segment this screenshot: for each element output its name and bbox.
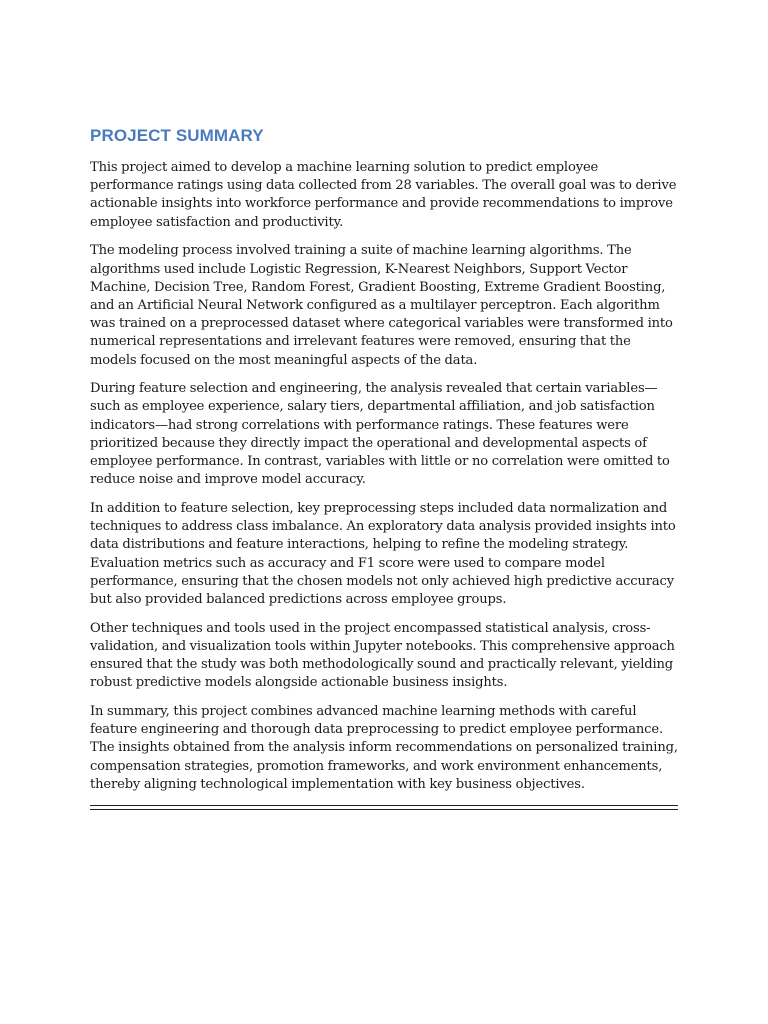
paragraph-summary: In summary, this project combines advanced machine learning methods with careful feature engineering and thorough data preprocessing to predict employee performance. The insights obtained from the analysis inform recommendations on personalized training, compensation strategies, promotion frameworks, and work environment enhancements, thereby aligning technological implementation with key business objectives. [90,703,678,792]
paragraph-modeling: The modeling process involved training a suite of machine learning algorithms. The algorithms used include Logistic Regression, K-Nearest Neighbors, Support Vector Machine, Decision Tree, Random Forest, Gradient Boosting, Extreme Gradient Boosting, and an Artificial Neural Network configured as a multilayer perceptron. Each algorithm was trained on a preprocessed dataset where categorical variables were transformed into numerical representations and irrelevant features were removed, ensuring that the models focused on the most meaningful aspects of the data. [90,243,673,368]
paragraph-feature-selection: During feature selection and engineering, the analysis revealed that certain variables—such as employee experience, salary tiers, departmental affiliation, and job satisfaction indicators—had strong correlations with performance ratings. These features were prioritized because they directly impact the operational and developmental aspects of employee performance. In contrast, variables with little or no correlation were omitted to reduce noise and improve model accuracy. [90,381,670,488]
document-page [90,124,678,810]
paragraph-tools: Other techniques and tools used in the project encompassed statistical analysis, cross-validation, and visualization tools within Jupyter notebooks. This comprehensive approach ensured that the study was both methodologically sound and practically relevant, yielding robust predictive models alongside actionable business insights. [90,620,675,691]
section-heading: PROJECT SUMMARY [90,126,264,145]
paragraph-intro: This project aimed to develop a machine learning solution to predict employee performance ratings using data collected from 28 variables. The overall goal was to derive actionable insights into workforce performance and provide recommendations to improve employee satisfaction and productivity. [90,160,677,230]
double-rule-divider [90,805,678,810]
paragraph-preprocessing: In addition to feature selection, key preprocessing steps included data normalization and techniques to address class imbalance. An exploratory data analysis provided insights into data distributions and feature interactions, helping to refine the modeling strategy. Evaluation metrics such as accuracy and F1 score were used to compare model performance, ensuring that the chosen models not only achieved high predictive accuracy but also provided balanced predictions across employee groups. [90,500,676,607]
